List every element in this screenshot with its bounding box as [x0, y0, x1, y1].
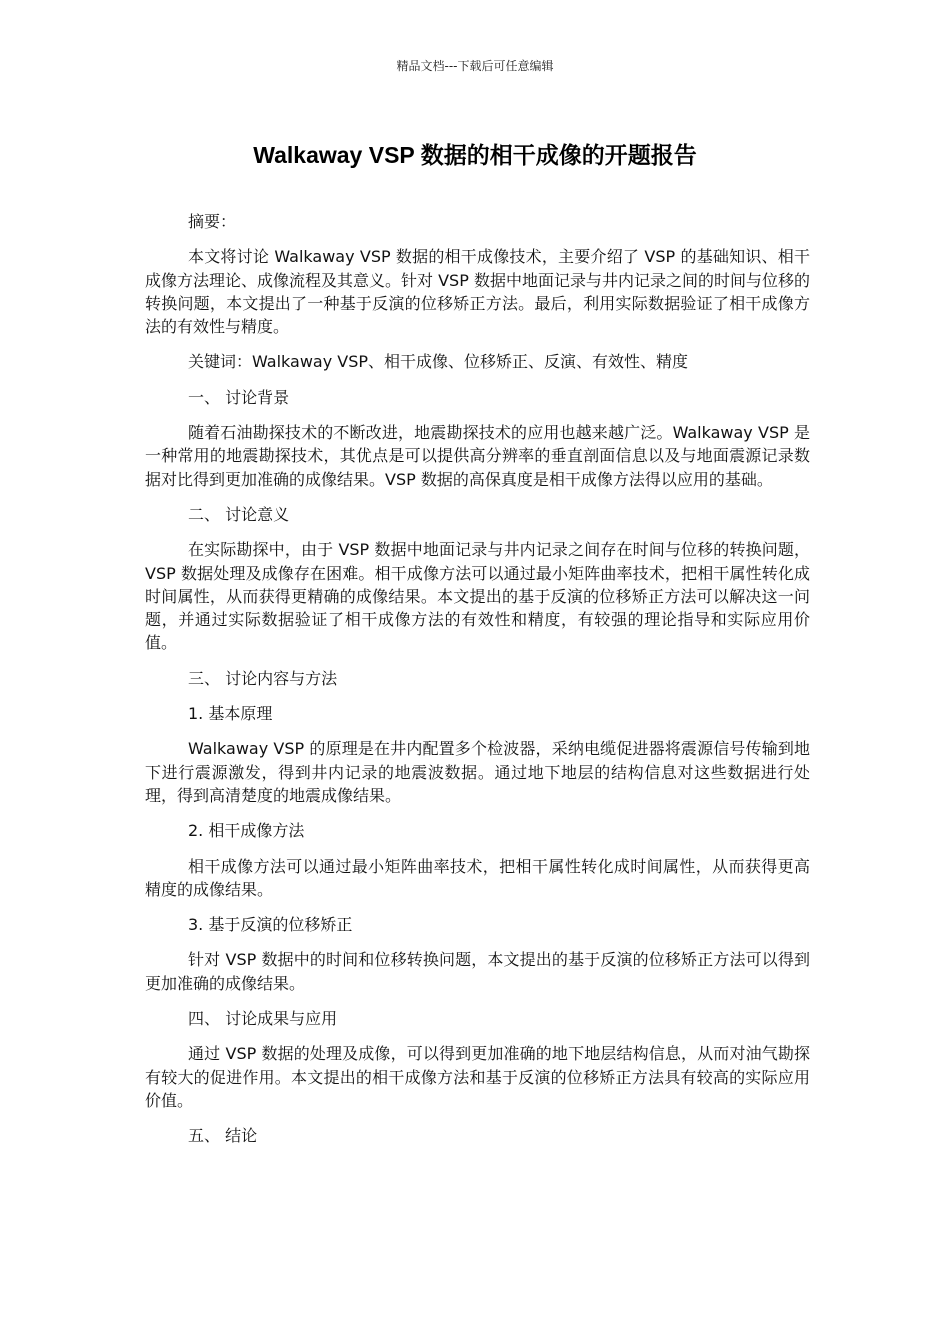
abstract-text: 本文将讨论 Walkaway VSP 数据的相干成像技术，主要介绍了 VSP 的基础知识、相干成像方法理论、成像流程及其意义。针对 VSP 数据中地面记录与井内记录之间的时间与位移的转换问题，本文提出了一种基于反演的位移矫正方法。最后，利用实际数据验证了相干成像方法的有效性与精度。 [145, 247, 810, 337]
section-heading-significance: 二、 讨论意义 [188, 504, 290, 524]
abstract-heading: 摘要： [188, 212, 237, 231]
subheading-inversion-correction: 3. 基于反演的位移矫正 [188, 915, 353, 935]
coherent-imaging-text: 相干成像方法可以通过最小矩阵曲率技术，把相干属性转化成时间属性，从而获得更高精度的成像结果。 [145, 856, 810, 899]
section-heading-background: 一、 讨论背景 [188, 387, 290, 407]
keywords: 关键词：Walkaway VSP、相干成像、位移矫正、反演、有效性、精度 [188, 352, 689, 372]
significance-text: 在实际勘探中，由于 VSP 数据中地面记录与井内记录之间存在时间与位移的转换问题，VSP 数据处理及成像存在困难。相干成像方法可以通过最小矩阵曲率技术，把相干属性转化成时间属性，从而获得更精确的成像结果。本文提出的基于反演的位移矫正方法可以解决这一问题，并通过实际数据验证了相干成像方法的有效性和精度，有较强的理论指导和实际应用价值。 [145, 540, 810, 653]
header-note: 精品文档---下载后可任意编辑 [396, 59, 554, 73]
document-title: Walkaway VSP 数据的相干成像的开题报告 [253, 142, 697, 168]
subheading-coherent-imaging: 2. 相干成像方法 [188, 821, 305, 841]
background-text: 随着石油勘探技术的不断改进，地震勘探技术的应用也越来越广泛。Walkaway VSP 是一种常用的地震勘探技术，其优点是可以提供高分辨率的垂直剖面信息以及与地面震源记录数据对比得到更加准确的成像结果。VSP 数据的高保真度是相干成像方法得以应用的基础。 [145, 423, 810, 489]
section-heading-content-methods: 三、 讨论内容与方法 [188, 668, 338, 688]
document-body [145, 210, 810, 1160]
results-text: 通过 VSP 数据的处理及成像，可以得到更加准确的地下地层结构信息，从而对油气勘探有较大的促进作用。本文提出的相干成像方法和基于反演的位移矫正方法具有较高的实际应用价值。 [145, 1044, 810, 1110]
basic-principle-text: Walkaway VSP 的原理是在井内配置多个检波器，采纳电缆促进器将震源信号传输到地下进行震源激发，得到井内记录的地震波数据。通过地下地层的结构信息对这些数据进行处理，得到高清楚度的地震成像结果。 [145, 739, 810, 805]
inversion-correction-text: 针对 VSP 数据中的时间和位移转换问题，本文提出的基于反演的位移矫正方法可以得到更加准确的成像结果。 [145, 950, 810, 993]
section-heading-conclusion: 五、 结论 [188, 1126, 258, 1146]
subheading-basic-principle: 1. 基本原理 [188, 704, 273, 724]
section-heading-results: 四、 讨论成果与应用 [188, 1009, 338, 1029]
